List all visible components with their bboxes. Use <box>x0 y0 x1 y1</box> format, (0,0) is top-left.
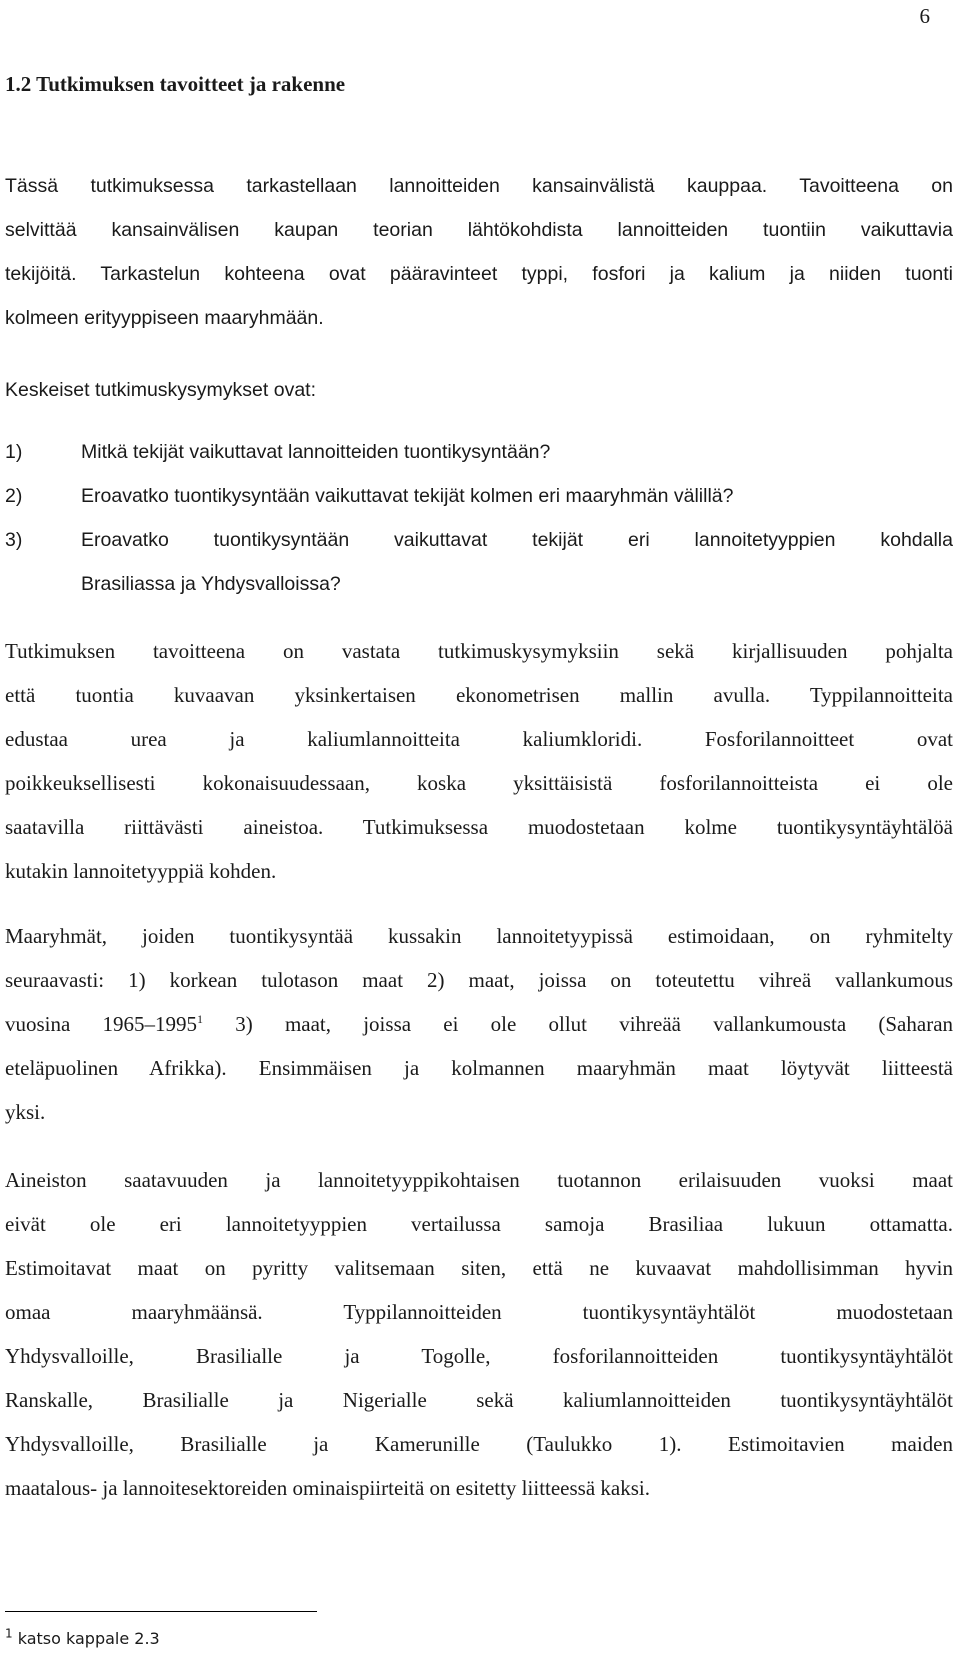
intro-line: Tässä tutkimuksessa tarkastellaan lannoitteiden kansainvälistä kauppaa. Tavoitteena on <box>5 175 953 197</box>
groups-line-end: 3) maat, joissa ei ole ollut vihreää vallankumousta (Saharan <box>203 1012 954 1036</box>
data-line: eivät ole eri lannoitetyyppien vertailussa samoja Brasiliaa lukuun ottamatta. <box>5 1212 953 1236</box>
groups-line: eteläpuolinen Afrikka). Ensimmäisen ja kolmannen maaryhmän maat löytyvät liitteestä <box>5 1056 953 1080</box>
footnote-separator <box>5 1611 317 1612</box>
data-line: Aineiston saatavuuden ja lannoitetyyppikohtaisen tuotannon erilaisuuden vuoksi maat <box>5 1168 953 1192</box>
data-line: Ranskalle, Brasilialle ja Nigerialle sekä kaliumlannoitteiden tuontikysyntäyhtälöt <box>5 1388 953 1412</box>
groups-line: seuraavasti: 1) korkean tulotason maat 2) maat, joissa on toteutettu vihreä vallankumous <box>5 968 953 992</box>
groups-paragraph <box>5 914 953 1134</box>
question-text-block <box>81 518 953 606</box>
goal-line: saatavilla riittävästi aineistoa. Tutkimuksessa muodostetaan kolme tuontikysyntäyhtälöä <box>5 815 953 839</box>
intro-line: kolmeen erityyppiseen maaryhmään. <box>5 307 324 329</box>
question-number: 2) <box>5 485 23 507</box>
footnote-mark: 1 <box>5 1626 13 1641</box>
footnote-text: katso kappale 2.3 <box>17 1629 160 1648</box>
groups-line-start: vuosina 1965–1995 <box>5 1012 198 1036</box>
footnote <box>5 1628 160 1650</box>
question-number: 3) <box>5 529 23 551</box>
goal-line: poikkeuksellisesti kokonaisuudessaan, koska yksittäisistä fosforilannoitteista ei ole <box>5 771 953 795</box>
question-text: Eroavatko tuontikysyntään vaikuttavat tekijät eri lannoitetyyppien kohdalla <box>81 529 953 551</box>
question-text: Mitkä tekijät vaikuttavat lannoitteiden tuontikysyntään? <box>81 441 551 463</box>
goal-line: edustaa urea ja kaliumlannoitteita kaliumkloridi. Fosforilannoitteet ovat <box>5 727 953 751</box>
data-paragraph <box>5 1158 953 1510</box>
questions-label: Keskeiset tutkimuskysymykset ovat: <box>5 379 317 401</box>
goal-line: Tutkimuksen tavoitteena on vastata tutkimuskysymyksiin sekä kirjallisuuden pohjalta <box>5 639 953 663</box>
data-line: Yhdysvalloille, Brasilialle ja Kamerunille (Taulukko 1). Estimoitavien maiden <box>5 1432 953 1456</box>
goal-paragraph <box>5 629 953 893</box>
data-line: omaa maaryhmäänsä. Typpilannoitteiden tuontikysyntäyhtälöt muodostetaan <box>5 1300 953 1324</box>
footnote-reference[interactable]: 1 <box>197 1012 204 1026</box>
page-number: 6 <box>919 4 930 28</box>
intro-line: selvittää kansainvälisen kaupan teorian lähtökohdista lannoitteiden tuontiin vaikuttavia <box>5 219 953 241</box>
data-line: maatalous- ja lannoitesektoreiden ominaispiirteitä on esitetty liitteessä kaksi. <box>5 1476 650 1500</box>
goal-line: että tuontia kuvaavan yksinkertaisen ekonometrisen mallin avulla. Typpilannoitteita <box>5 683 953 707</box>
goal-line: kutakin lannoitetyyppiä kohden. <box>5 859 277 883</box>
question-number: 1) <box>5 441 23 463</box>
data-line: Yhdysvalloille, Brasilialle ja Togolle, fosforilannoitteiden tuontikysyntäyhtälöt <box>5 1344 953 1368</box>
question-text: Eroavatko tuontikysyntään vaikuttavat tekijät kolmen eri maaryhmän välillä? <box>81 485 734 507</box>
section-heading: 1.2 Tutkimuksen tavoitteet ja rakenne <box>5 72 346 96</box>
groups-line <box>5 1002 953 1046</box>
intro-line: tekijöitä. Tarkastelun kohteena ovat pääravinteet typpi, fosfori ja kalium ja niiden tuonti <box>5 263 953 285</box>
data-line: Estimoitavat maat on pyritty valitsemaan siten, että ne kuvaavat mahdollisimman hyvin <box>5 1256 953 1280</box>
groups-line: yksi. <box>5 1100 46 1124</box>
groups-line: Maaryhmät, joiden tuontikysyntää kussakin lannoitetyypissä estimoidaan, on ryhmitelty <box>5 924 953 948</box>
intro-paragraph <box>5 164 953 340</box>
question-text: Brasiliassa ja Yhdysvalloissa? <box>81 573 341 595</box>
